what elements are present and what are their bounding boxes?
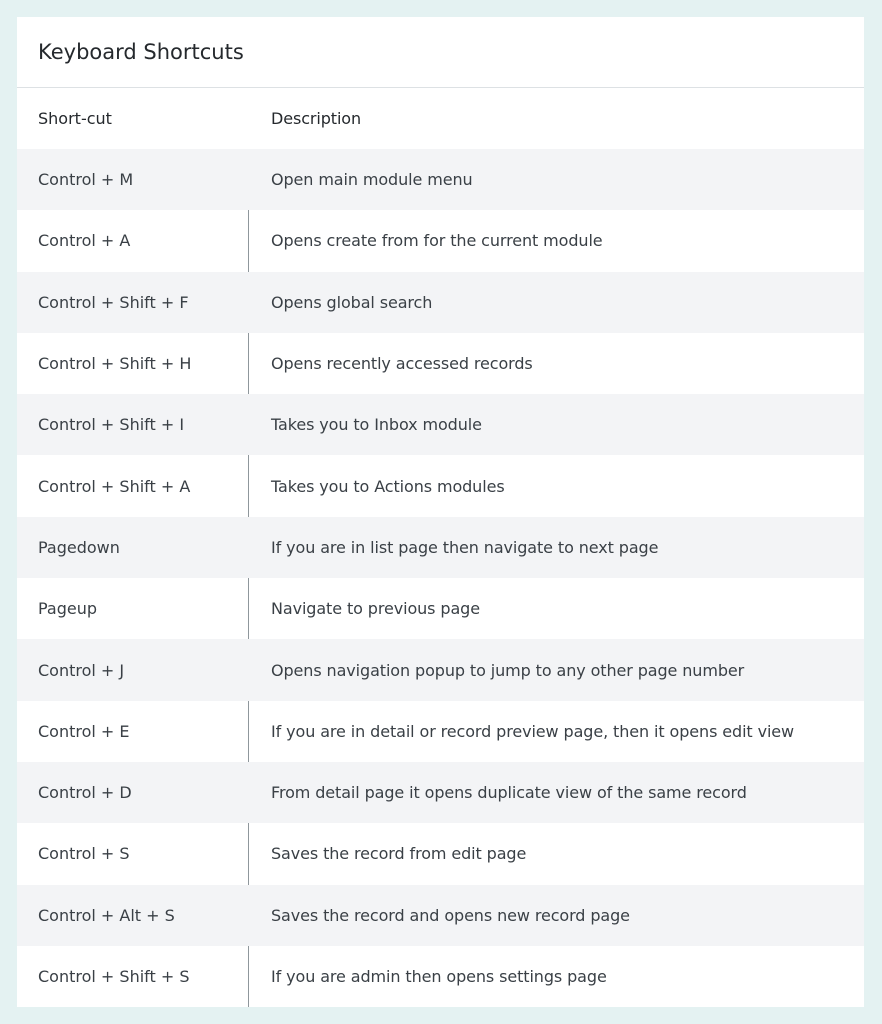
table-row: [17, 946, 864, 1007]
shortcut-cell: Pagedown: [38, 537, 120, 557]
shortcut-cell: Control + Shift + F: [38, 292, 189, 312]
description-cell: Open main module menu: [271, 170, 473, 190]
table-row: [17, 149, 864, 210]
description-cell: Opens global search: [271, 292, 433, 312]
shortcut-cell: Control + Shift + S: [38, 967, 190, 986]
description-cell: From detail page it opens duplicate view of the same record: [271, 783, 747, 803]
shortcut-cell: Control + Shift + I: [38, 415, 185, 435]
table-row: [17, 639, 864, 700]
description-cell: Navigate to previous page: [271, 599, 480, 619]
table-row: [17, 394, 864, 455]
shortcut-cell: Control + Shift + H: [38, 354, 192, 374]
description-cell: If you are admin then opens settings page: [271, 967, 607, 986]
shortcut-cell: Control + A: [38, 231, 131, 251]
table-row: [17, 455, 864, 516]
table-row: [17, 517, 864, 578]
description-cell: If you are in detail or record preview page, then it opens edit view: [271, 721, 795, 741]
table-row: [17, 333, 864, 394]
table-row: [17, 885, 864, 946]
shortcut-cell: Pageup: [38, 599, 98, 619]
description-cell: Opens create from for the current module: [271, 231, 603, 251]
keyboard-shortcuts-panel: [17, 17, 864, 1007]
table-row: [17, 272, 864, 333]
shortcut-cell: Control + D: [38, 783, 132, 803]
panel-title: Keyboard Shortcuts: [17, 17, 864, 88]
description-cell: If you are in list page then navigate to next page: [271, 537, 659, 557]
table-row: [17, 762, 864, 823]
table-row: [17, 701, 864, 762]
shortcut-cell: Control + M: [38, 170, 134, 190]
description-cell: Opens recently accessed records: [271, 354, 533, 374]
shortcut-cell: Control + E: [38, 721, 130, 741]
description-cell: Saves the record from edit page: [271, 844, 527, 864]
description-cell: Takes you to Actions modules: [271, 476, 505, 496]
shortcut-cell: Control + Alt + S: [38, 905, 175, 925]
column-header-shortcut: Short-cut: [38, 109, 112, 128]
shortcut-cell: Control + J: [38, 660, 125, 680]
description-cell: Takes you to Inbox module: [271, 415, 482, 435]
description-cell: Saves the record and opens new record page: [271, 905, 630, 925]
shortcut-cell: Control + Shift + A: [38, 476, 191, 496]
description-cell: Opens navigation popup to jump to any other page number: [271, 660, 745, 680]
table-row: [17, 578, 864, 639]
shortcut-cell: Control + S: [38, 844, 130, 864]
table-row: [17, 210, 864, 271]
table-header: [17, 88, 864, 149]
column-header-description: Description: [271, 109, 362, 128]
table-row: [17, 823, 864, 884]
